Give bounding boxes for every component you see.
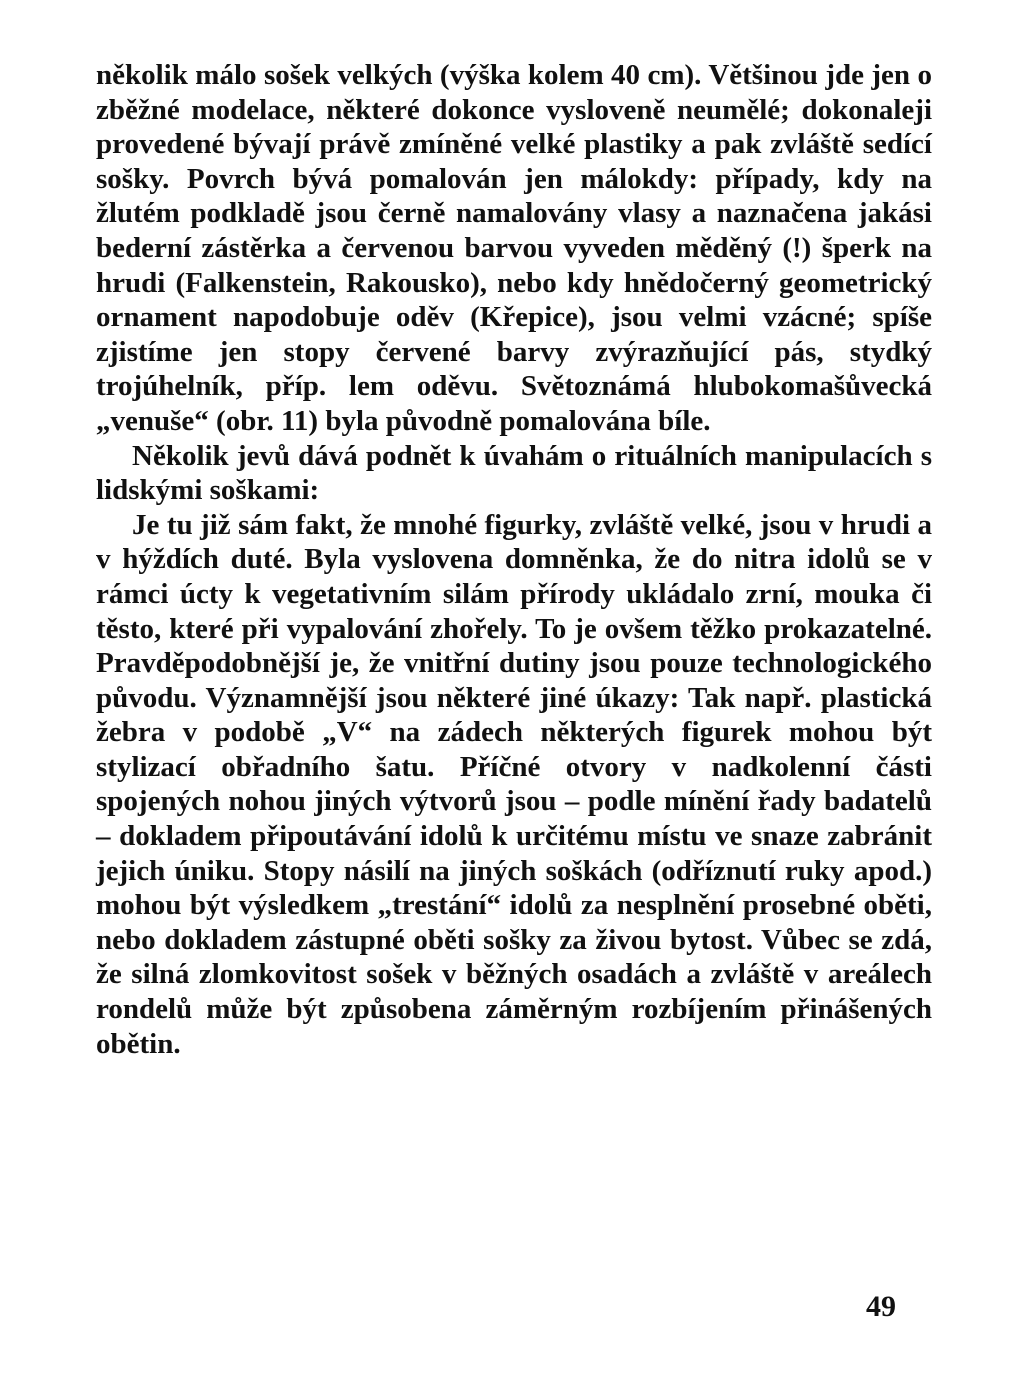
paragraph-3: Je tu již sám fakt, že mnohé figurky, zvláště velké, jsou v hrudi a v hýždích duté. Byla vyslovena domněnka, že do nitra idolů se v rámci úcty k vegetativním silám přírody ukládalo zrní, mouka či těsto, které při vypalování zhořely. To je ovšem těžko prokazatelné. Pravděpodobnější je, že vnitřní dutiny jsou pouze technologického původu. Významnější jsou některé jiné úkazy: Tak např. plastická žebra v podobě „V“ na zádech některých figurek mohou být stylizací obřadního šatu. Příčné otvory v nadkolenní části spojených nohou jiných výtvorů jsou – podle mínění řady badatelů – dokladem připoutávání idolů k určitému místu ve snaze zabránit jejich úniku. Stopy násilí na jiných soškách (odříznutí ruky apod.) mohou být výsledkem „trestání“ idolů za nesplnění prosebné oběti, nebo dokladem zástupné oběti sošky za živou bytost. Vůbec se zdá, že silná zlomkovitost sošek v běžných osadách a zvláště v areálech rondelů může být způsobena záměrným rozbíjením přinášených obětin. [96, 508, 932, 1060]
page-number: 49 [866, 1290, 896, 1323]
paragraph-1: několik málo sošek velkých (výška kolem 40 cm). Většinou jde jen o zběžné modelace, některé dokonce vysloveně neumělé; dokonaleji provedené bývají právě zmíněné velké plastiky a pak zvláště sedící sošky. Povrch bývá pomalován jen málokdy: případy, kdy na žlutém podkladě jsou černě namalovány vlasy a naznačena jakási bederní zástěrka a červenou barvou vyveden měděný (!) šperk na hrudi (Falkenstein, Rakousko), nebo kdy hnědočerný geometrický ornament napodobuje oděv (Křepice), jsou velmi vzácné; spíše zjistíme jen stopy červené barvy zvýrazňující pás, stydký trojúhelník, příp. lem oděvu. Světoznámá hlubokomašůvecká „venuše“ (obr. 11) byla původně pomalována bíle. [96, 59, 932, 437]
paragraph-2: Několik jevů dává podnět k úvahám o rituálních manipulacích s lidskými soškami: [96, 439, 932, 507]
page-body [96, 58, 932, 1061]
